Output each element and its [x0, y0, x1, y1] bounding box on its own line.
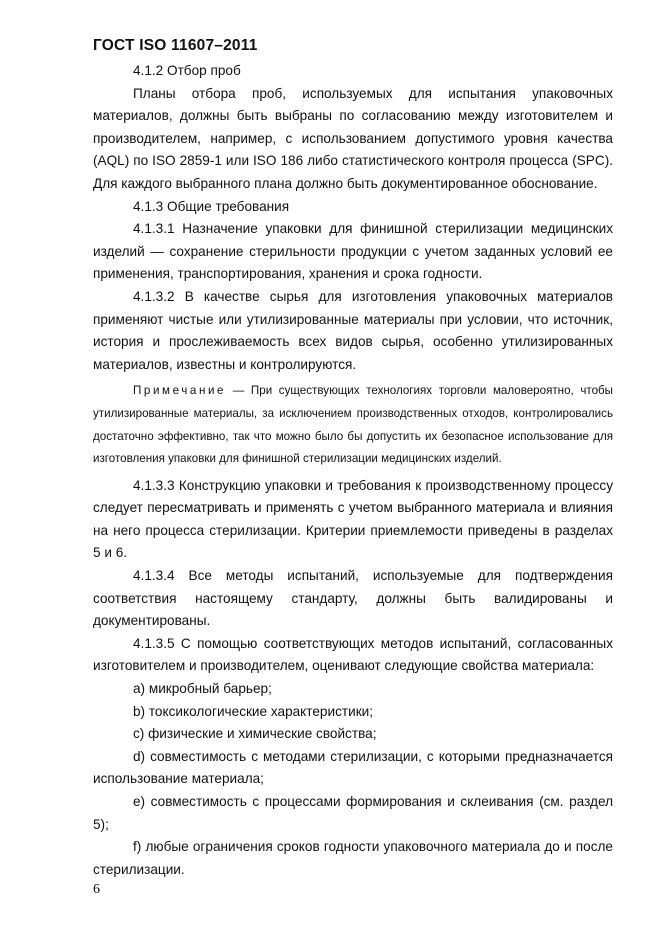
section-4-1-3-title: 4.1.3 Общие требования — [133, 198, 290, 214]
list-item-c: c) физические и химические свойства; — [133, 726, 377, 742]
note-text: — При существующих технологиях торговли маловероятно, чтобы утилизированные материалы, за исключением производственных отходов, контролировались достаточно эффективно, так что можно было бы допустить их безопасное использование для изготовления упаковки для финишной стерилизации медицинских изделий. — [93, 384, 613, 466]
document-body — [93, 60, 613, 881]
document-header: ГОСТ ISO 11607–2011 — [93, 37, 258, 54]
list-item-a: a) микробный барьер; — [133, 681, 272, 697]
section-4-1-3-1: 4.1.3.1 Назначение упаковки для финишной стерилизации медицинских изделий — сохранение стерильности продукции с учетом заданных условий ее применения, транспортирования, хранения и срока годности. — [93, 221, 613, 282]
list-item-e: e) совместимость с процессами формирования и склеивания (см. раздел 5); — [93, 794, 613, 832]
section-4-1-2-title: 4.1.2 Отбор проб — [133, 63, 241, 78]
section-4-1-3-5: 4.1.3.5 С помощью соответствующих методов испытаний, согласованных изготовителем и производителем, оценивают следующие свойства материала: — [93, 635, 613, 674]
page-number: 6 — [93, 882, 100, 897]
section-4-1-3-2: 4.1.3.2 В качестве сырья для изготовления упаковочных материалов применяют чистые или утилизированные материалы при условии, что источник, история и прослеживаемость всех видов сырья, особенно утилизированных материалов, известны и контролируются. — [93, 288, 613, 372]
note-paragraph — [93, 380, 613, 470]
list-item-b: b) токсикологические характеристики; — [133, 703, 374, 719]
section-4-1-3-3: 4.1.3.3 Конструкцию упаковки и требования к производственному процессу следует пересматривать и применять с учетом выбранного материала и влияния на него процесса стерилизации. Критерии приемлемости приведены в разделах 5 и 6. — [93, 477, 613, 561]
section-4-1-3-4: 4.1.3.4 Все методы испытаний, используемые для подтверждения соответствия настоящему стандарту, должны быть валидированы и документированы. — [93, 568, 613, 629]
list-item-d: d) совместимость с методами стерилизации, с которыми предназначается использование материала; — [93, 748, 613, 787]
list-item-f: f) любые ограничения сроков годности упаковочного материала до и после стерилизации. — [93, 839, 613, 877]
note-label: Примечание — [133, 384, 227, 398]
section-4-1-2-text: Планы отбора проб, используемых для испытания упаковочных материалов, должны быть выбраны по согласованию между изготовителем и производителем, например, с использованием допустимого уровня качества (AQL) по ISO 2859-1 или ISO 186 либо статистического контроля процесса (SPC). Для каждого выбранного плана должно быть документированное обоснование. — [93, 85, 613, 191]
